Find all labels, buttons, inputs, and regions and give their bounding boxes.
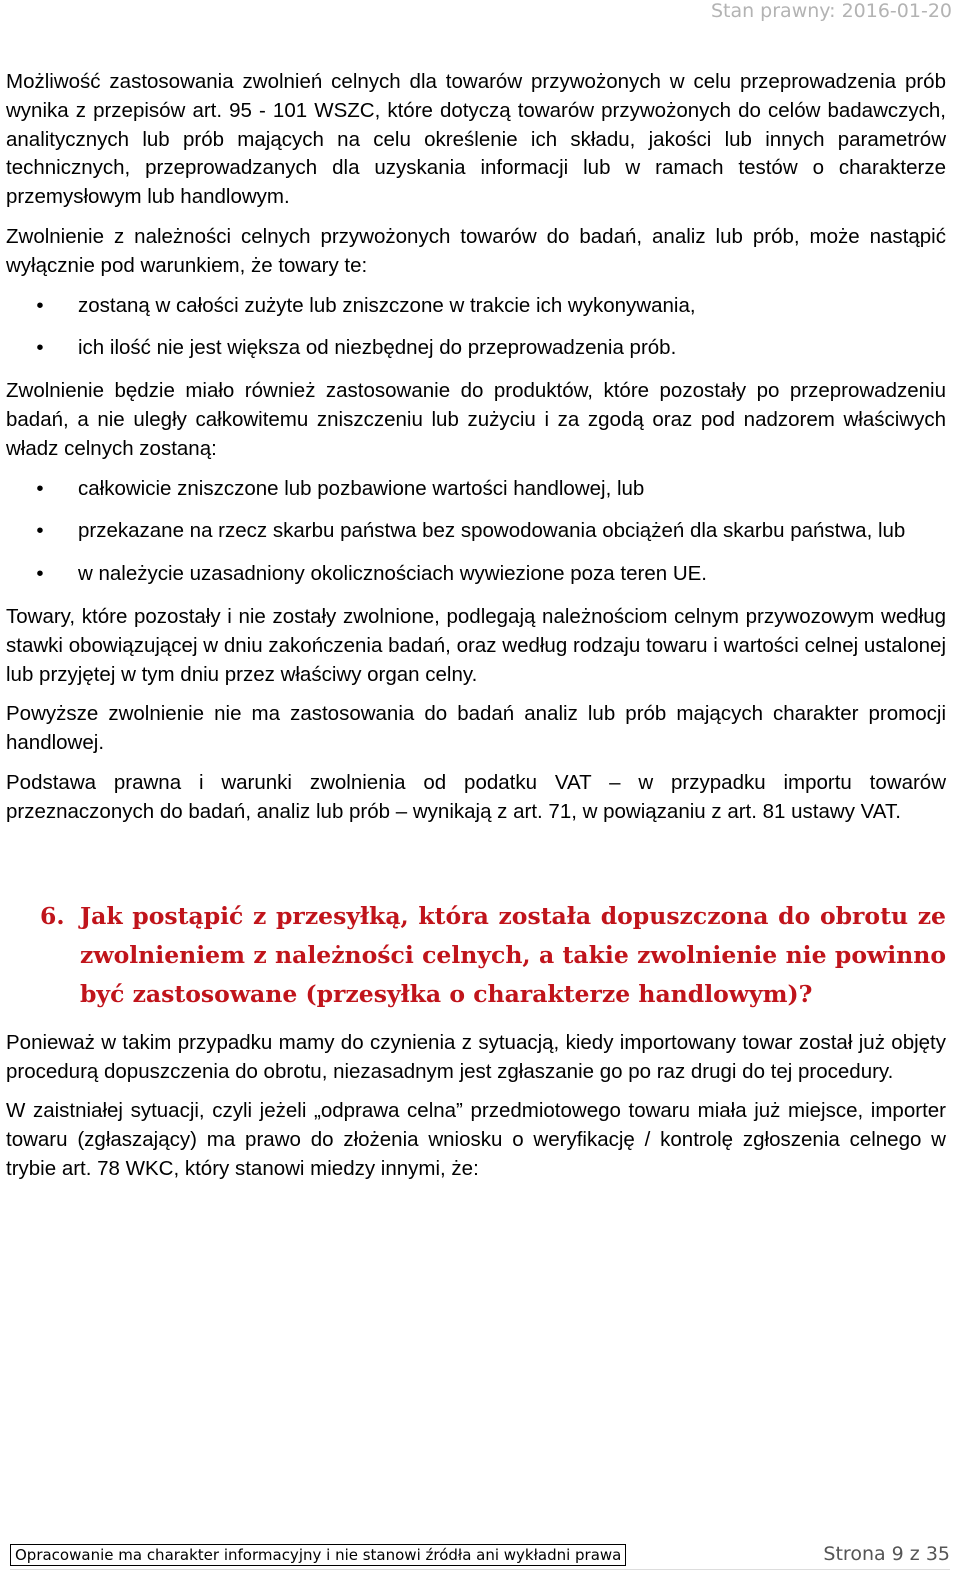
section-number: 6. (40, 901, 65, 930)
list-item (6, 334, 946, 363)
bullet-icon: • (36, 336, 44, 360)
paragraph: W zaistniałej sytuacji, czyli jeżeli „odprawa celna” przedmiotowego towaru miała już miejsce, importer towaru (zgłaszający) ma prawo do złożenia wniosku o weryfikację / kontrolę zgłoszenia celnego w trybie art. 78 WKC, który stanowi miedzy innymi, że: (6, 1099, 946, 1180)
paragraph: Zwolnienie będzie miało również zastosowanie do produktów, które pozostały po przeprowadzeniu badań, a nie uległy całkowitemu zniszczeniu lub zużyciu i za zgodą oraz pod nadzorem właściwych władz celnych zostaną: (6, 379, 946, 460)
page-number: Strona 9 z 35 (823, 1543, 950, 1565)
bullet-list (6, 292, 946, 364)
list-item-text: zostaną w całości zużyte lub zniszczone w trakcie ich wykonywania, (78, 293, 696, 317)
paragraph: Ponieważ w takim przypadku mamy do czynienia z sytuacją, kiedy importowany towar został już objęty procedurą dopuszczenia do obrotu, niezasadnym jest zgłaszanie go po raz drugi do tej procedury. (6, 1030, 946, 1083)
paragraph: Podstawa prawna i warunki zwolnienia od podatku VAT – w przypadku importu towarów przeznaczonych do badań, analiz lub prób – wynikają z art. 71, w powiązaniu z art. 81 ustawy VAT. (6, 770, 946, 823)
list-item (6, 517, 946, 546)
section-title: Jak postąpić z przesyłką, która została dopuszczona do obrotu ze zwolnieniem z należności celnych, a takie zwolnienie nie powinno być zastosowane (przesyłka o charakterze handlowym)? (80, 901, 946, 1009)
list-item (6, 292, 946, 321)
bullet-icon: • (36, 476, 44, 500)
list-item (6, 475, 946, 504)
bullet-list (6, 475, 946, 589)
paragraph: Możliwość zastosowania zwolnień celnych dla towarów przywożonych w celu przeprowadzenia prób wynika z przepisów art. 95 - 101 WSZC, które dotyczą towarów przywożonych do celów badawczych, analitycznych lub prób mających na celu określenie ich składu, jakości lub innych parametrów technicznych, przeprowadzanych dla uzyskania informacji lub w ramach testów o charakterze przemysłowym lub handlowym. (6, 70, 946, 209)
list-item-text: przekazane na rzecz skarbu państwa bez spowodowania obciążeń dla skarbu państwa, lub (78, 519, 906, 543)
bullet-icon: • (36, 562, 44, 586)
paragraph: Powyższe zwolnienie nie ma zastosowania do badań analiz lub prób mających charakter promocji handlowej. (6, 702, 946, 755)
list-item-text: w należycie uzasadniony okolicznościach wywiezione poza teren UE. (78, 562, 707, 586)
list-item-text: całkowicie zniszczone lub pozbawione wartości handlowej, lub (78, 476, 645, 500)
section-heading (6, 897, 946, 1015)
paragraph: Zwolnienie z należności celnych przywożonych towarów do badań, analiz lub prób, może nastąpić wyłącznie pod warunkiem, że towary te: (6, 224, 946, 277)
header-date: Stan prawny: 2016-01-20 (710, 0, 952, 22)
bullet-icon: • (36, 519, 44, 543)
list-item-text: ich ilość nie jest większa od niezbędnej do przeprowadzenia prób. (78, 336, 677, 360)
list-item (6, 560, 946, 589)
paragraph: Towary, które pozostały i nie zostały zwolnione, podlegają należnościom celnym przywozowym według stawki obowiązującej w dniu zakończenia badań, oraz według rodzaju towaru i wartości celnej ustalonej lub przyjętej w tym dniu przez właściwy organ celny. (6, 604, 946, 686)
document-body (6, 68, 946, 1195)
footer-divider (10, 1569, 950, 1570)
footer-disclaimer: Opracowanie ma charakter informacyjny i nie stanowi źródła ani wykładni prawa (10, 1544, 626, 1566)
bullet-icon: • (36, 293, 44, 317)
